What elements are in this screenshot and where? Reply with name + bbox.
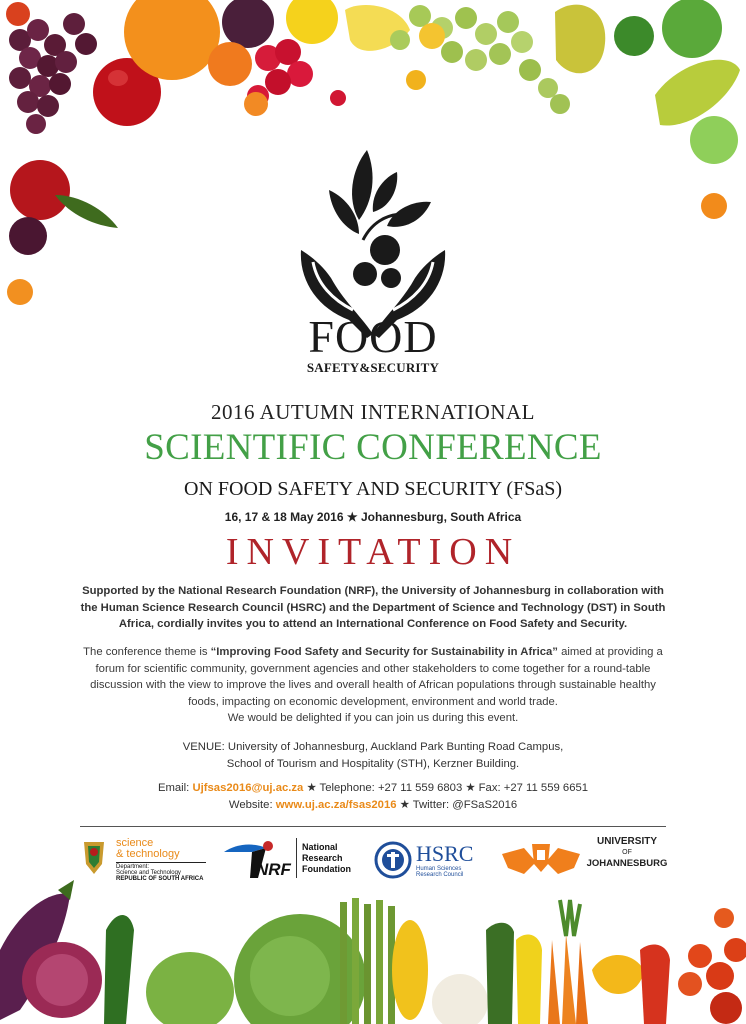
cauliflower-image <box>432 974 488 1024</box>
dst-department: Department: <box>116 864 150 870</box>
lime-image <box>614 16 654 56</box>
red-onion-image <box>22 942 102 1018</box>
conference-title-line2: SCIENTIFIC CONFERENCE <box>144 427 602 468</box>
logo-tagline: SAFETY&SECURITY <box>306 360 440 375</box>
hsrc-logo <box>374 836 484 884</box>
apricot-image <box>208 42 252 86</box>
nrf-logo <box>222 836 352 884</box>
starfruit-image <box>655 60 740 126</box>
nrf-national: National <box>302 842 338 852</box>
dst-science: science <box>116 837 154 849</box>
yellow-pepper-image <box>516 935 542 1024</box>
dragonfruit-image <box>345 5 410 51</box>
website-label: Website: <box>228 798 276 811</box>
email-link[interactable]: Ujfsas2016@uj.ac.za <box>192 782 304 794</box>
theme-description: aimed at providing a forum for scientific community, government agencies and other stakeholders to come together for a round-table discussion with the view to improve the lives and overall health of African populations through sustainable healthy foods, impacting on economic development, environment and world trade. <box>90 646 663 708</box>
twitter-handle: ★ Twitter: @FSaS2016 <box>396 798 518 811</box>
lettuce-image <box>234 914 366 1024</box>
nrf-foundation: Foundation <box>302 864 351 874</box>
uj-logo <box>502 836 672 884</box>
vegetable-border-image <box>0 880 746 1024</box>
dst-country: REPUBLIC OF SOUTH AFRICA <box>116 876 204 882</box>
logo-wordmark: FOOD <box>308 311 438 362</box>
venue-line-1: VENUE: University of Johannesburg, Auckland Park Bunting Road Campus, <box>182 741 564 753</box>
raspberries-image <box>247 39 313 107</box>
contact-block <box>74 780 672 813</box>
eggplant-image <box>0 893 70 1020</box>
tomato-image <box>688 944 712 968</box>
kumquat-image <box>244 92 268 116</box>
cherry-tomato-image <box>6 2 30 26</box>
website-link[interactable]: www.uj.ac.za/fsas2016 <box>275 798 397 811</box>
closing-line: We would be delighted if you can join us during this event. <box>227 712 519 724</box>
red-apple-image <box>93 58 161 126</box>
plum-left-image <box>9 217 47 255</box>
green-apple-small-image <box>690 116 738 164</box>
orange-image <box>124 0 220 80</box>
uj-crest-icon <box>502 838 580 880</box>
dst-logo <box>80 836 204 884</box>
cabbage-image <box>146 952 234 1024</box>
conference-title-line1: 2016 AUTUMN INTERNATIONAL <box>211 400 535 424</box>
sponsor-divider <box>80 826 666 827</box>
conference-dates: 16, 17 & 18 May 2016 ★ Johannesburg, South Africa <box>224 510 522 524</box>
conference-title-line3: ON FOOD SAFETY AND SECURITY (FSaS) <box>184 478 562 500</box>
coat-of-arms-icon <box>80 838 108 878</box>
email-label: Email: <box>157 782 193 794</box>
hsrc-sub2: Research Council <box>416 872 464 878</box>
phone-fax: ★ Telephone: +27 11 559 6803 ★ Fax: +27 11 559 6651 <box>303 782 589 794</box>
carrot-image <box>548 940 560 1024</box>
plum-image <box>222 0 274 48</box>
venue-line-2: School of Tourism and Hospitality (STH), Kerzner Building. <box>226 757 520 770</box>
invitation-paragraph-1: Supported by the National Research Foundation (NRF), the University of Johannesburg in collaboration with the Human Science Research Council (HSRC) and the Department of Science and Technology (DST) in South Africa, cordially invites you to attend an International Conference on Food Safety and Security. <box>80 585 666 630</box>
dst-technology: & technology <box>116 848 180 860</box>
nrf-research: Research <box>302 853 343 863</box>
nrf-wordmark: NRF <box>256 860 291 879</box>
hsrc-seal-icon <box>374 841 412 879</box>
invitation-paragraph-2 <box>74 644 672 727</box>
grapes-image <box>9 13 97 134</box>
zucchini-image <box>104 915 134 1024</box>
apple-left-image <box>10 160 70 220</box>
hsrc-sub1: Human Sciences <box>416 866 462 872</box>
uj-university: UNIVERSITY <box>596 836 657 847</box>
theme-intro: The conference theme is <box>83 646 211 658</box>
pear-image <box>555 5 605 74</box>
green-grapes-image <box>390 5 570 114</box>
invitation-heading: INVITATION <box>225 531 521 573</box>
lemon-image <box>286 0 338 44</box>
asparagus-image <box>340 902 347 1024</box>
venue-block <box>74 739 672 772</box>
corn-image <box>392 920 428 1020</box>
theme-title: “Improving Food Safety and Security for Sustainability in Africa” <box>210 646 558 658</box>
red-pepper-image <box>640 945 670 1024</box>
green-apple-image <box>662 0 722 58</box>
hsrc-wordmark: HSRC <box>416 841 474 866</box>
uj-johannesburg: JOHANNESBURG <box>586 858 668 869</box>
uj-of: OF <box>622 849 632 856</box>
dst-department-name: Science and Technology <box>116 870 181 876</box>
